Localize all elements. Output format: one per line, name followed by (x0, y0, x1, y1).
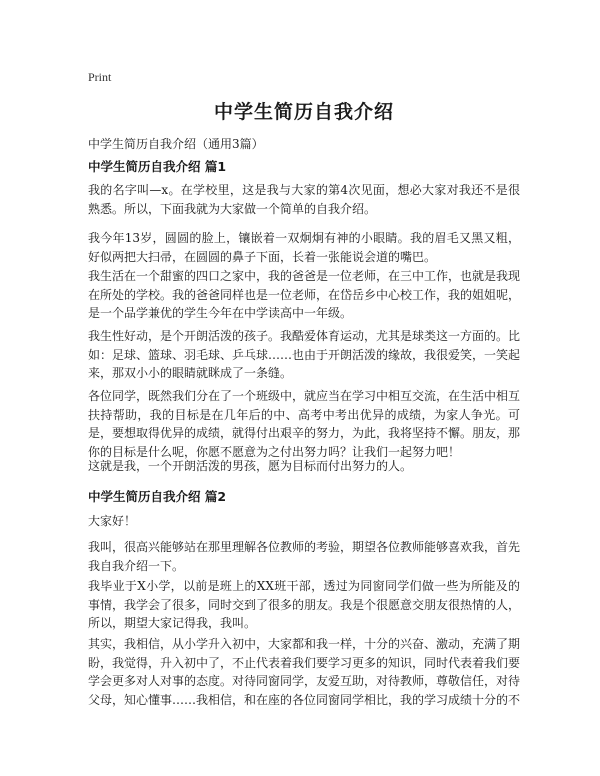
paragraph: 这就是我，一个开朗活泼的男孩，愿为目标而付出努力的人。 (88, 459, 413, 473)
paragraph: 我的名字叫—x。在学校里，这是我与大家的第4次见面，想必大家对我还不是很熟悉。所以，下面我就为大家做一个简单的自我介绍。 (88, 183, 520, 216)
paragraph: 我叫，很高兴能够站在那里理解各位教师的考验，期望各位教师能够喜欢我，首先我自我介绍一下。 (88, 540, 521, 573)
paragraph: 其实，我相信，从小学升入初中，大家都和我一样，十分的兴奋、激动，充满了期盼，我觉得，升入初中了，不止代表着我们要学习更多的知识，同时代表着我们要学会更多对人对事的态度。对待同窗同学，友爱互助，对待教师，尊敬信任，对待父母，知心懂事……我相信，和在座的各位同窗同学相比，我的学习成绩十分的不 (88, 637, 521, 707)
section-heading-1: 中学生简历自我介绍 篇1 (88, 159, 227, 174)
paragraph: 大家好！ (88, 514, 137, 528)
print-link[interactable]: Print (88, 70, 112, 84)
paragraph: 我毕业于X小学，以前是班上的XX班干部，透过为同窗同学们做一些为所能及的事情，我学会了很多，同时交到了很多的朋友。我是个很愿意交朋友很热情的人，所以，期望大家记得我，我叫。 (88, 579, 521, 630)
paragraph: 我今年13岁，圆圆的脸上，镶嵌着一双炯炯有神的小眼睛。我的眉毛又黑又粗，好似两把大扫帚，在圆圆的鼻子下面，长着一张能说会道的嘴巴。 (88, 231, 520, 264)
document-subtitle: 中学生简历自我介绍（通用3篇） (88, 137, 264, 151)
section-heading-2: 中学生简历自我介绍 篇2 (88, 489, 227, 504)
paragraph: 各位同学，既然我们分在了一个班级中，就应当在学习中相互交流，在生活中相互扶持帮助，我的目标是在几年后的中、高考中考出优异的成绩，为家人争光。可是，要想取得优异的成绩，就得付出艰辛的努力，为此，我将坚持不懈。朋友，那你的目标是什么呢，你愿不愿意为之付出努力吗？让我们一起努力吧！ (88, 389, 521, 459)
paragraph: 我生活在一个甜蜜的四口之家中，我的爸爸是一位老师，在三中工作，也就是我现在所处的学校。我的爸爸同样也是一位老师，在岱岳乡中心校工作，我的姐姐呢，是一个品学兼优的学生今年在中学读高中一年级。 (88, 269, 521, 320)
document-title: 中学生简历自我介绍 (213, 101, 394, 123)
paragraph: 我生性好动，是个开朗活泼的孩子。我酷爱体育运动，尤其是球类这一方面的。比如：足球、篮球、羽毛球、乒乓球……也由于开朗活泼的缘故，我很爱笑，一笑起来，那双小小的眼睛就眯成了一条缝。 (88, 329, 521, 380)
